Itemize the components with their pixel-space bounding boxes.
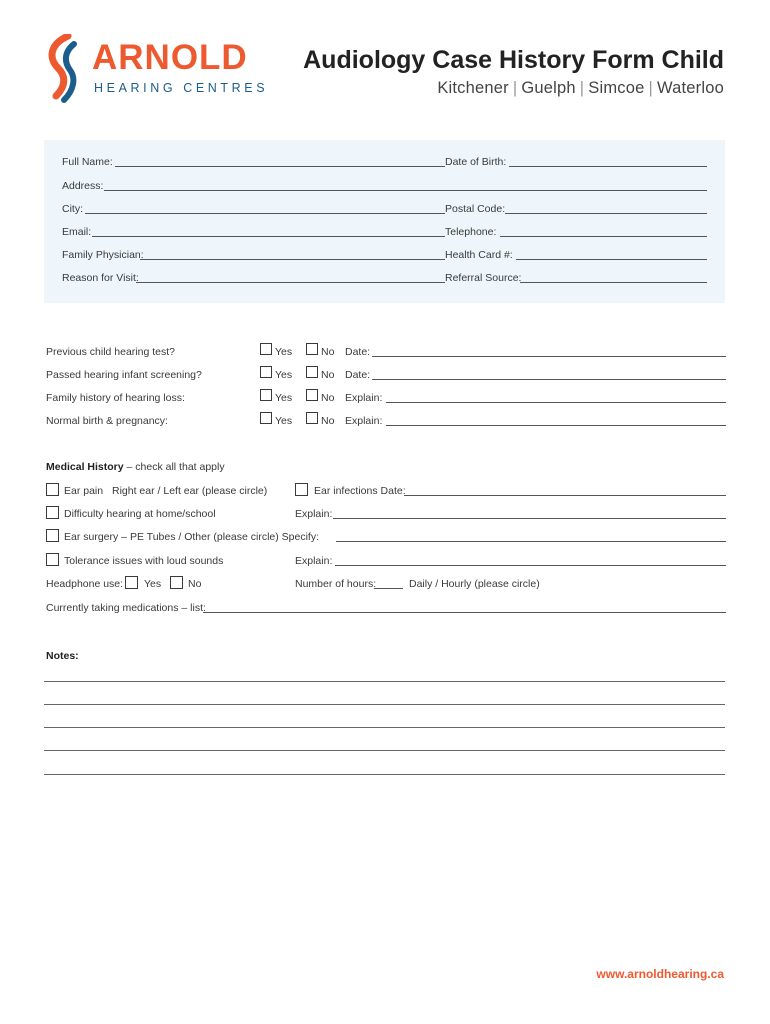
telephone-label: Telephone: <box>445 226 497 238</box>
locations: Kitchener | Guelph | Simcoe | Waterloo <box>437 79 724 97</box>
referral-label: Referral Source: <box>445 272 522 284</box>
surgery-specify-field[interactable] <box>336 541 726 542</box>
yes-label: Yes <box>275 369 293 381</box>
physician-label: Family Physician: <box>62 249 144 261</box>
question-label: Family history of hearing loss: <box>46 392 185 404</box>
yes-checkbox[interactable] <box>260 343 272 355</box>
headphone-yes-checkbox[interactable] <box>125 576 138 589</box>
surgery-checkbox[interactable] <box>46 529 59 542</box>
notes-line[interactable] <box>44 750 725 751</box>
contact-panel <box>44 140 725 303</box>
explain-label: Explain: <box>295 508 333 520</box>
no-label: No <box>321 392 335 404</box>
page-title: Audiology Case History Form Child <box>303 46 724 74</box>
no-label: No <box>321 346 335 358</box>
date-label: Date: <box>345 346 371 358</box>
medications-label: Currently taking medications – list: <box>46 602 206 614</box>
medical-history-heading <box>46 461 225 473</box>
yes-label: Yes <box>275 392 293 404</box>
tolerance-checkbox[interactable] <box>46 553 59 566</box>
website-link[interactable]: www.arnoldhearing.ca <box>596 967 724 981</box>
email-label: Email: <box>62 226 92 238</box>
notes-line[interactable] <box>44 727 725 728</box>
location-simcoe: Simcoe <box>588 79 645 97</box>
yes-checkbox[interactable] <box>260 366 272 378</box>
brand-subtitle: HEARING CENTRES <box>94 81 269 95</box>
telephone-field[interactable] <box>500 236 707 237</box>
medications-field[interactable] <box>203 612 726 613</box>
headphone-label: Headphone use: <box>46 578 124 590</box>
dob-field[interactable] <box>509 166 707 167</box>
ear-infections-date-field[interactable] <box>404 495 726 496</box>
no-label: No <box>321 415 335 427</box>
yes-checkbox[interactable] <box>260 389 272 401</box>
tolerance-label: Tolerance issues with loud sounds <box>64 555 224 567</box>
ear-pain-label: Ear pain <box>64 485 104 497</box>
no-checkbox[interactable] <box>306 366 318 378</box>
dob-label: Date of Birth: <box>445 156 507 168</box>
question-answer-field[interactable] <box>372 356 726 357</box>
location-guelph: Guelph <box>521 79 576 97</box>
no-checkbox[interactable] <box>306 389 318 401</box>
headphone-yes-label: Yes <box>144 578 162 590</box>
health-card-label: Health Card #: <box>445 249 513 261</box>
hours-unit-label: Daily / Hourly (please circle) <box>409 578 540 590</box>
question-label: Passed hearing infant screening? <box>46 369 202 381</box>
date-label: Date: <box>345 369 371 381</box>
tolerance-explain-field[interactable] <box>335 565 726 566</box>
surgery-label: Ear surgery – PE Tubes / Other (please circle) Specify: <box>64 531 320 543</box>
address-field[interactable] <box>104 190 707 191</box>
hours-field[interactable] <box>374 588 403 589</box>
difficulty-checkbox[interactable] <box>46 506 59 519</box>
no-checkbox[interactable] <box>306 343 318 355</box>
question-answer-field[interactable] <box>386 402 726 403</box>
email-field[interactable] <box>92 236 445 237</box>
explain-label: Explain: <box>295 555 333 567</box>
ear-pain-checkbox[interactable] <box>46 483 59 496</box>
question-label: Previous child hearing test? <box>46 346 175 358</box>
explain-label: Explain: <box>345 392 383 404</box>
headphone-no-label: No <box>188 578 202 590</box>
full-name-field[interactable] <box>115 166 445 167</box>
ear-side-label: Right ear / Left ear (please circle) <box>112 485 268 497</box>
postal-field[interactable] <box>505 213 707 214</box>
full-name-label: Full Name: <box>62 156 113 168</box>
address-label: Address: <box>62 180 104 192</box>
yes-label: Yes <box>275 346 293 358</box>
location-kitchener: Kitchener <box>437 79 509 97</box>
location-waterloo: Waterloo <box>656 79 724 97</box>
notes-line[interactable] <box>44 704 725 705</box>
notes-line[interactable] <box>44 774 725 775</box>
city-field[interactable] <box>85 213 445 214</box>
yes-label: Yes <box>275 415 293 427</box>
brand-name: ARNOLD <box>92 38 248 77</box>
city-label: City: <box>62 203 83 215</box>
notes-line[interactable] <box>44 681 725 682</box>
referral-field[interactable] <box>520 282 707 283</box>
headphone-no-checkbox[interactable] <box>170 576 183 589</box>
medical-history-title: Medical History <box>46 461 124 473</box>
reason-label: Reason for Visit: <box>62 272 139 284</box>
reason-field[interactable] <box>136 282 445 283</box>
question-answer-field[interactable] <box>372 379 726 380</box>
question-label: Normal birth & pregnancy: <box>46 415 168 427</box>
difficulty-explain-field[interactable] <box>333 518 726 519</box>
hours-label: Number of hours: <box>295 578 377 590</box>
yes-checkbox[interactable] <box>260 412 272 424</box>
health-card-field[interactable] <box>516 259 707 260</box>
no-checkbox[interactable] <box>306 412 318 424</box>
explain-label: Explain: <box>345 415 383 427</box>
difficulty-label: Difficulty hearing at home/school <box>64 508 216 520</box>
ear-infections-label: Ear infections Date: <box>314 485 406 497</box>
ear-infections-checkbox[interactable] <box>295 483 308 496</box>
question-answer-field[interactable] <box>386 425 726 426</box>
medical-history-hint: – check all that apply <box>126 461 225 473</box>
physician-field[interactable] <box>140 259 445 260</box>
no-label: No <box>321 369 335 381</box>
arnold-logo-icon <box>42 34 84 104</box>
notes-label: Notes: <box>46 650 79 662</box>
postal-label: Postal Code: <box>445 203 506 215</box>
